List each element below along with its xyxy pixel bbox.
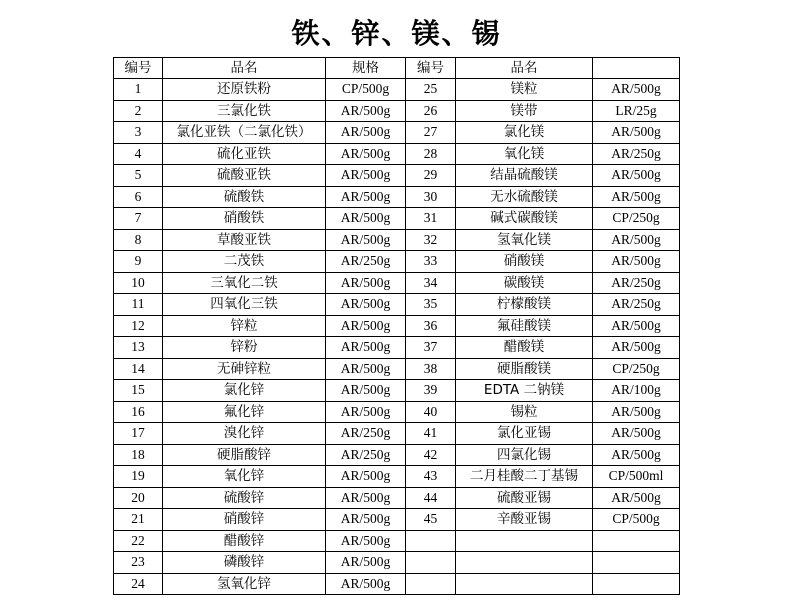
table-row bbox=[114, 79, 680, 101]
table-row bbox=[114, 122, 680, 144]
item-number bbox=[406, 552, 456, 574]
table-row bbox=[114, 186, 680, 208]
item-spec: CP/250g bbox=[593, 358, 680, 380]
item-spec: AR/500g bbox=[326, 552, 406, 574]
item-number: 31 bbox=[406, 208, 456, 230]
item-name: 硫酸铁 bbox=[163, 186, 326, 208]
table-row bbox=[114, 380, 680, 402]
item-name: 硫酸锌 bbox=[163, 487, 326, 509]
item-spec bbox=[593, 552, 680, 574]
item-spec: AR/500g bbox=[593, 315, 680, 337]
item-spec: AR/500g bbox=[593, 423, 680, 445]
item-number: 5 bbox=[114, 165, 163, 187]
item-name: 氢氧化锌 bbox=[163, 573, 326, 595]
item-number: 40 bbox=[406, 401, 456, 423]
item-spec: AR/500g bbox=[326, 509, 406, 531]
item-number: 4 bbox=[114, 143, 163, 165]
table-row bbox=[114, 100, 680, 122]
item-name: 锌粒 bbox=[163, 315, 326, 337]
item-name: 硬脂酸锌 bbox=[163, 444, 326, 466]
item-number: 21 bbox=[114, 509, 163, 531]
item-name: 碳酸镁 bbox=[456, 272, 593, 294]
item-name: 碱式碳酸镁 bbox=[456, 208, 593, 230]
table-row bbox=[114, 487, 680, 509]
table-row bbox=[114, 294, 680, 316]
inventory-table bbox=[113, 57, 680, 595]
item-number: 7 bbox=[114, 208, 163, 230]
item-spec: AR/500g bbox=[326, 401, 406, 423]
item-number: 1 bbox=[114, 79, 163, 101]
item-spec: AR/500g bbox=[326, 466, 406, 488]
item-number: 22 bbox=[114, 530, 163, 552]
item-spec: AR/250g bbox=[593, 294, 680, 316]
item-number: 6 bbox=[114, 186, 163, 208]
table-row bbox=[114, 251, 680, 273]
item-spec: AR/500g bbox=[326, 358, 406, 380]
inventory-table-body bbox=[114, 58, 680, 595]
item-spec: CP/500g bbox=[593, 509, 680, 531]
table-row bbox=[114, 337, 680, 359]
table-row bbox=[114, 272, 680, 294]
item-spec: AR/100g bbox=[593, 380, 680, 402]
page-title: 铁、锌、镁、锡 bbox=[291, 17, 502, 50]
item-number: 10 bbox=[114, 272, 163, 294]
item-name: 氟化锌 bbox=[163, 401, 326, 423]
item-name: 结晶硫酸镁 bbox=[456, 165, 593, 187]
item-name: 锡粒 bbox=[456, 401, 593, 423]
table-row bbox=[114, 509, 680, 531]
item-name: 三氧化二铁 bbox=[163, 272, 326, 294]
item-number: 39 bbox=[406, 380, 456, 402]
item-name: 硝酸锌 bbox=[163, 509, 326, 531]
item-name: 二月桂酸二丁基锡 bbox=[456, 466, 593, 488]
item-name: 草酸亚铁 bbox=[163, 229, 326, 251]
item-spec: AR/500g bbox=[593, 337, 680, 359]
item-number: 29 bbox=[406, 165, 456, 187]
item-name: 硝酸铁 bbox=[163, 208, 326, 230]
item-spec: AR/250g bbox=[326, 251, 406, 273]
item-name: 氯化亚铁（二氯化铁） bbox=[163, 122, 326, 144]
item-number: 41 bbox=[406, 423, 456, 445]
header-spec-2 bbox=[593, 58, 680, 79]
header-row bbox=[114, 58, 680, 79]
item-name bbox=[456, 552, 593, 574]
item-number: 2 bbox=[114, 100, 163, 122]
item-spec: AR/500g bbox=[326, 294, 406, 316]
item-number: 8 bbox=[114, 229, 163, 251]
item-spec: AR/500g bbox=[326, 337, 406, 359]
table-row bbox=[114, 401, 680, 423]
header-no-2: 编号 bbox=[406, 58, 456, 79]
item-number: 37 bbox=[406, 337, 456, 359]
item-name: 三氯化铁 bbox=[163, 100, 326, 122]
item-spec: AR/500g bbox=[593, 79, 680, 101]
item-spec: AR/250g bbox=[326, 444, 406, 466]
item-number: 12 bbox=[114, 315, 163, 337]
item-name: 溴化锌 bbox=[163, 423, 326, 445]
item-spec bbox=[593, 573, 680, 595]
item-spec: AR/500g bbox=[326, 165, 406, 187]
item-spec: AR/500g bbox=[593, 165, 680, 187]
item-number: 14 bbox=[114, 358, 163, 380]
item-spec: AR/250g bbox=[326, 423, 406, 445]
item-number: 20 bbox=[114, 487, 163, 509]
item-spec: CP/250g bbox=[593, 208, 680, 230]
item-number: 43 bbox=[406, 466, 456, 488]
item-number: 38 bbox=[406, 358, 456, 380]
table-row bbox=[114, 552, 680, 574]
table-row bbox=[114, 573, 680, 595]
item-name: 硫酸亚锡 bbox=[456, 487, 593, 509]
item-spec: CP/500g bbox=[326, 79, 406, 101]
table-row bbox=[114, 229, 680, 251]
item-spec: AR/250g bbox=[593, 272, 680, 294]
item-number: 15 bbox=[114, 380, 163, 402]
item-name: 硬脂酸镁 bbox=[456, 358, 593, 380]
header-name: 品名 bbox=[163, 58, 326, 79]
item-spec: AR/500g bbox=[326, 315, 406, 337]
table-row bbox=[114, 315, 680, 337]
item-number: 45 bbox=[406, 509, 456, 531]
item-number: 27 bbox=[406, 122, 456, 144]
item-name: 辛酸亚锡 bbox=[456, 509, 593, 531]
item-name: 磷酸锌 bbox=[163, 552, 326, 574]
item-name: 无砷锌粒 bbox=[163, 358, 326, 380]
item-name: 氧化锌 bbox=[163, 466, 326, 488]
item-name: 镁带 bbox=[456, 100, 593, 122]
item-spec: AR/500g bbox=[593, 186, 680, 208]
table-row bbox=[114, 530, 680, 552]
item-name: 氯化锌 bbox=[163, 380, 326, 402]
item-spec: CP/500ml bbox=[593, 466, 680, 488]
item-number: 36 bbox=[406, 315, 456, 337]
item-number: 3 bbox=[114, 122, 163, 144]
item-name: 氧化镁 bbox=[456, 143, 593, 165]
item-spec: AR/500g bbox=[326, 530, 406, 552]
item-number: 16 bbox=[114, 401, 163, 423]
item-spec: AR/500g bbox=[326, 100, 406, 122]
item-spec: AR/500g bbox=[326, 208, 406, 230]
table-row bbox=[114, 466, 680, 488]
header-no: 编号 bbox=[114, 58, 163, 79]
item-spec: AR/500g bbox=[326, 229, 406, 251]
table-row bbox=[114, 143, 680, 165]
item-number: 13 bbox=[114, 337, 163, 359]
item-number bbox=[406, 530, 456, 552]
item-name: 二茂铁 bbox=[163, 251, 326, 273]
item-spec: AR/500g bbox=[326, 272, 406, 294]
item-spec: AR/500g bbox=[593, 122, 680, 144]
item-number: 28 bbox=[406, 143, 456, 165]
item-number: 24 bbox=[114, 573, 163, 595]
item-name: 镁粒 bbox=[456, 79, 593, 101]
item-name: 氯化亚锡 bbox=[456, 423, 593, 445]
item-number: 34 bbox=[406, 272, 456, 294]
table-row bbox=[114, 444, 680, 466]
item-number: 32 bbox=[406, 229, 456, 251]
header-spec: 规格 bbox=[326, 58, 406, 79]
item-spec: AR/500g bbox=[326, 122, 406, 144]
item-spec: AR/500g bbox=[326, 186, 406, 208]
item-name: 氢氧化镁 bbox=[456, 229, 593, 251]
item-name: 硫化亚铁 bbox=[163, 143, 326, 165]
item-number: 35 bbox=[406, 294, 456, 316]
table-row bbox=[114, 423, 680, 445]
item-name: 四氯化锡 bbox=[456, 444, 593, 466]
item-name: EDTA 二钠镁 bbox=[456, 380, 593, 402]
item-number bbox=[406, 573, 456, 595]
item-spec: AR/500g bbox=[593, 251, 680, 273]
item-number: 26 bbox=[406, 100, 456, 122]
item-name: 无水硫酸镁 bbox=[456, 186, 593, 208]
item-name: 柠檬酸镁 bbox=[456, 294, 593, 316]
header-name-2: 品名 bbox=[456, 58, 593, 79]
item-spec: LR/25g bbox=[593, 100, 680, 122]
item-number: 19 bbox=[114, 466, 163, 488]
item-number: 23 bbox=[114, 552, 163, 574]
item-spec: AR/500g bbox=[593, 229, 680, 251]
item-spec: AR/500g bbox=[593, 444, 680, 466]
item-number: 17 bbox=[114, 423, 163, 445]
item-spec: AR/500g bbox=[326, 487, 406, 509]
item-number: 25 bbox=[406, 79, 456, 101]
table-row bbox=[114, 358, 680, 380]
item-name: 还原铁粉 bbox=[163, 79, 326, 101]
item-spec: AR/500g bbox=[593, 487, 680, 509]
item-name: 醋酸镁 bbox=[456, 337, 593, 359]
item-number: 11 bbox=[114, 294, 163, 316]
item-name bbox=[456, 573, 593, 595]
item-name: 硫酸亚铁 bbox=[163, 165, 326, 187]
item-name: 氯化镁 bbox=[456, 122, 593, 144]
item-spec: AR/500g bbox=[326, 573, 406, 595]
item-spec: AR/500g bbox=[326, 143, 406, 165]
item-spec bbox=[593, 530, 680, 552]
item-spec: AR/250g bbox=[593, 143, 680, 165]
item-spec: AR/500g bbox=[593, 401, 680, 423]
item-number: 33 bbox=[406, 251, 456, 273]
item-number: 9 bbox=[114, 251, 163, 273]
item-name bbox=[456, 530, 593, 552]
item-number: 42 bbox=[406, 444, 456, 466]
item-name: 氟硅酸镁 bbox=[456, 315, 593, 337]
item-name: 醋酸锌 bbox=[163, 530, 326, 552]
item-spec: AR/500g bbox=[326, 380, 406, 402]
table-row bbox=[114, 165, 680, 187]
item-name: 锌粉 bbox=[163, 337, 326, 359]
item-name: 硝酸镁 bbox=[456, 251, 593, 273]
item-number: 30 bbox=[406, 186, 456, 208]
item-number: 18 bbox=[114, 444, 163, 466]
item-name: 四氧化三铁 bbox=[163, 294, 326, 316]
table-row bbox=[114, 208, 680, 230]
item-number: 44 bbox=[406, 487, 456, 509]
